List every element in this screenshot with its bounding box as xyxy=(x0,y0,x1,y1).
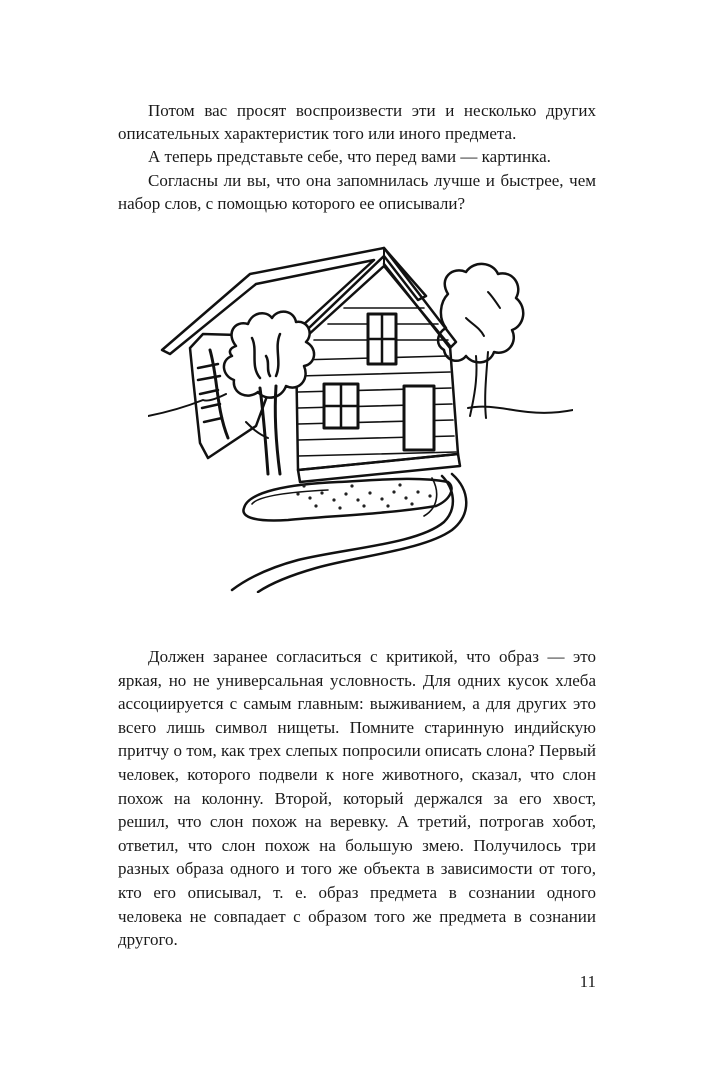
paragraph-describe: Потом вас просят воспроизвести эти и несколько других описательных характеристик того или иного предмета. xyxy=(118,101,596,144)
right-tree xyxy=(438,264,523,418)
paragraph-agree-question: Согласны ли вы, что она запомнилась лучше и быстрее, чем набор слов, с помощью которого ее описывали? xyxy=(118,170,596,213)
horizon-right xyxy=(468,407,573,413)
house-door xyxy=(404,386,434,450)
gravel-dots xyxy=(296,483,431,509)
top-text-block xyxy=(118,99,596,215)
paragraph-imagine-picture: А теперь представьте себе, что перед вами — картинка. xyxy=(148,147,551,167)
lower-window xyxy=(324,384,358,428)
flower-bed xyxy=(243,479,451,521)
house-foundation xyxy=(298,454,460,482)
left-tree xyxy=(224,312,314,474)
house-illustration xyxy=(148,238,573,593)
upper-window xyxy=(368,314,396,364)
bottom-text-block xyxy=(118,645,596,952)
paragraph-elephant-parable: Должен заранее согласиться с критикой, что образ — это яркая, но не универсальная условность. Для одних кусок хлеба ассоциируется с самым главным: выживанием, а для других это всего лишь символ нищеты. Помните старинную индийскую притчу о том, как трех слепых попросили описать слона? Первый человек, которого подвели к ноге животного, сказал, что слон похож на колонну. Второй, который держался за его хвост, решил, что слон похож на веревку. А третий, потрогав хобот, ответил, что слон похож на большую змею. Получилось три разных образа одного и того же объекта в зависимости от того, кто его описывал, т. е. образ предмета в сознании одного человека не совпадает с образом того же предмета в сознании другого. xyxy=(118,647,596,950)
page-number: 11 xyxy=(579,972,596,991)
